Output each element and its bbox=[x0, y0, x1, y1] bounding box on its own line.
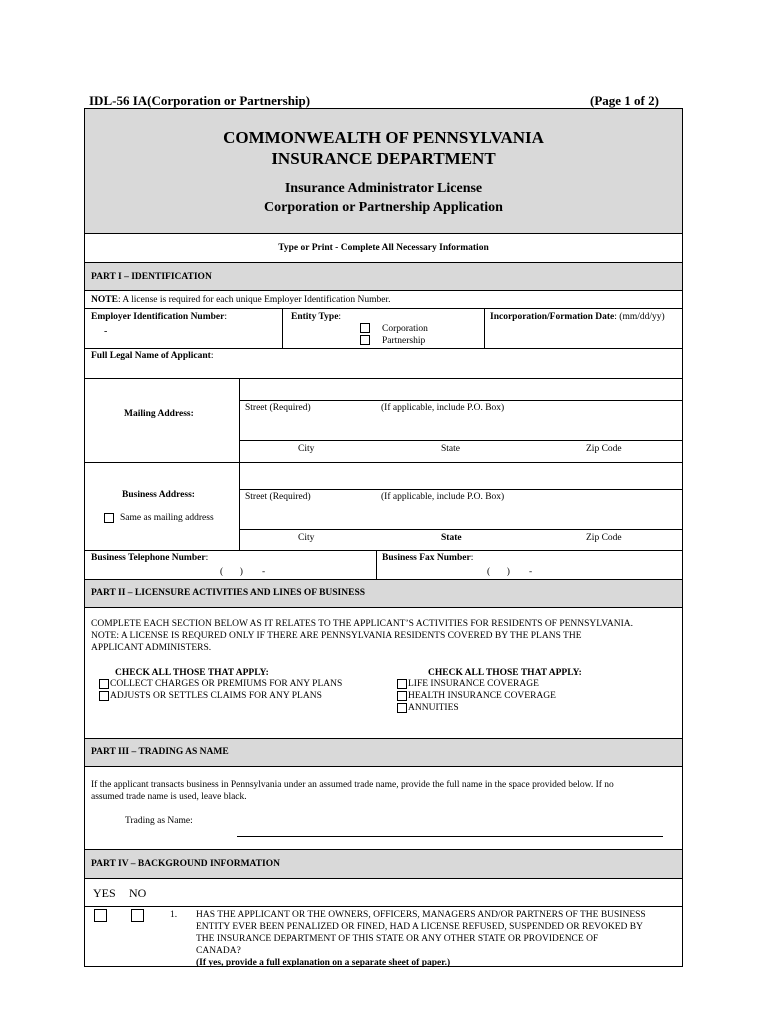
note-text: : A license is required for each unique Employer Identification Number. bbox=[117, 295, 391, 305]
part1-heading: PART I – IDENTIFICATION bbox=[91, 272, 212, 282]
no-column-label: NO bbox=[129, 886, 147, 900]
corporation-checkbox[interactable] bbox=[360, 323, 370, 333]
yes-column-label: YES bbox=[93, 886, 116, 900]
business-address-label: Business Address: bbox=[122, 490, 195, 500]
business-street-field[interactable]: Street (Required) bbox=[245, 492, 311, 502]
adjusts-claims-label: ADJUSTS OR SETTLES CLAIMS FOR ANY PLANS bbox=[110, 691, 322, 701]
q1-line2: ENTITY EVER BEEN PENALIZED OR FINED, HAD A LICENSE REFUSED, SUSPENDED OR REVOKED BY bbox=[196, 922, 643, 932]
part3-text-line2: assumed trade name is used, leave black. bbox=[91, 792, 247, 802]
note-label: NOTE bbox=[91, 295, 118, 305]
q1-line1: HAS THE APPLICANT OR THE OWNERS, OFFICERS, MANAGERS AND/OR PARTNERS OF THE BUSINESS bbox=[196, 910, 646, 920]
part3-heading: PART III – TRADING AS NAME bbox=[91, 747, 229, 757]
corporation-label: Corporation bbox=[382, 324, 428, 334]
q1-note: (If yes, provide a full explanation on a separate sheet of paper.) bbox=[196, 958, 451, 968]
ein-field[interactable]: Employer Identification Number: bbox=[91, 312, 227, 322]
page-number: (Page 1 of 2) bbox=[590, 93, 659, 108]
partnership-checkbox[interactable] bbox=[360, 335, 370, 345]
business-fax-field[interactable]: Business Fax Number: bbox=[382, 553, 474, 563]
annuities-checkbox[interactable] bbox=[397, 703, 407, 713]
partnership-label: Partnership bbox=[382, 336, 426, 346]
q1-line4: CANADA? bbox=[196, 946, 241, 956]
business-zip-field[interactable]: Zip Code bbox=[586, 533, 622, 543]
q1-yes-checkbox[interactable] bbox=[94, 909, 107, 922]
trading-as-label: Trading as Name: bbox=[125, 816, 193, 826]
part2-text-line3: APPLICANT ADMINISTERS. bbox=[91, 643, 212, 653]
mailing-address-label: Mailing Address: bbox=[124, 409, 194, 419]
health-insurance-label: HEALTH INSURANCE COVERAGE bbox=[408, 691, 556, 701]
q1-number: 1. bbox=[170, 910, 178, 920]
mailing-zip-field[interactable]: Zip Code bbox=[586, 444, 622, 454]
form-subtitle-line1: Insurance Administrator License bbox=[284, 181, 483, 196]
business-state-field[interactable]: State bbox=[441, 533, 462, 543]
part3-text-line1: If the applicant transacts business in Pennsylvania under an assumed trade name, provide the full name in the space provided below. If no bbox=[91, 780, 614, 790]
trading-as-name-field[interactable] bbox=[237, 836, 663, 837]
ein-dash: - bbox=[104, 326, 108, 337]
health-insurance-checkbox[interactable] bbox=[397, 691, 407, 701]
instructions: Type or Print - Complete All Necessary Information bbox=[278, 243, 489, 253]
application-form bbox=[84, 108, 683, 967]
mailing-po-box-hint: (If applicable, include P.O. Box) bbox=[381, 403, 505, 413]
check-heading-right: CHECK ALL THOSE THAT APPLY: bbox=[428, 668, 582, 678]
fax-mask: ( ) - bbox=[487, 567, 533, 577]
q1-line3: THE INSURANCE DEPARTMENT OF THIS STATE OR ANY OTHER STATE OR PROVIDENCE OF bbox=[196, 934, 599, 944]
form-id: IDL-56 IA(Corporation or Partnership) bbox=[89, 93, 311, 108]
check-heading-left: CHECK ALL THOSE THAT APPLY: bbox=[115, 668, 269, 678]
same-as-mailing-label: Same as mailing address bbox=[120, 513, 214, 523]
part4-heading: PART IV – BACKGROUND INFORMATION bbox=[91, 859, 280, 869]
same-as-mailing-checkbox[interactable] bbox=[104, 513, 114, 523]
business-city-field[interactable]: City bbox=[298, 533, 315, 543]
q1-no-checkbox[interactable] bbox=[131, 909, 144, 922]
business-po-box-hint: (If applicable, include P.O. Box) bbox=[381, 492, 505, 502]
mailing-street-field[interactable]: Street (Required) bbox=[245, 403, 311, 413]
form-subtitle-line2: Corporation or Partnership Application bbox=[264, 200, 503, 215]
life-insurance-label: LIFE INSURANCE COVERAGE bbox=[408, 679, 539, 689]
annuities-label: ANNUITIES bbox=[408, 703, 459, 713]
part2-text-line2: NOTE: A LICENSE IS REQURED ONLY IF THERE ARE PENNSYLVANIA RESIDENTS COVERED BY THE PLANS THE bbox=[91, 631, 582, 641]
part2-text-line1: COMPLETE EACH SECTION BELOW AS IT RELATES TO THE APPLICANT’S ACTIVITIES FOR RESIDENTS OF PENNSYLVANIA. bbox=[91, 619, 633, 629]
phone-mask: ( ) - bbox=[220, 567, 266, 577]
legal-name-field[interactable]: Full Legal Name of Applicant: bbox=[91, 351, 214, 361]
mailing-city-field[interactable]: City bbox=[298, 444, 315, 454]
adjusts-claims-checkbox[interactable] bbox=[99, 691, 109, 701]
life-insurance-checkbox[interactable] bbox=[397, 679, 407, 689]
form-title-line1: COMMONWEALTH OF PENNSYLVANIA bbox=[223, 128, 544, 147]
part2-heading: PART II – LICENSURE ACTIVITIES AND LINES OF BUSINESS bbox=[91, 588, 366, 598]
collect-charges-checkbox[interactable] bbox=[99, 679, 109, 689]
entity-type-label: Entity Type: bbox=[291, 312, 342, 322]
form-title-line2: INSURANCE DEPARTMENT bbox=[271, 149, 496, 168]
inc-date-field[interactable]: Incorporation/Formation Date: (mm/dd/yy) bbox=[490, 312, 665, 322]
collect-charges-label: COLLECT CHARGES OR PREMIUMS FOR ANY PLANS bbox=[110, 679, 343, 689]
part1-note bbox=[91, 294, 390, 306]
mailing-state-field[interactable]: State bbox=[441, 444, 460, 454]
business-phone-field[interactable]: Business Telephone Number: bbox=[91, 553, 209, 563]
